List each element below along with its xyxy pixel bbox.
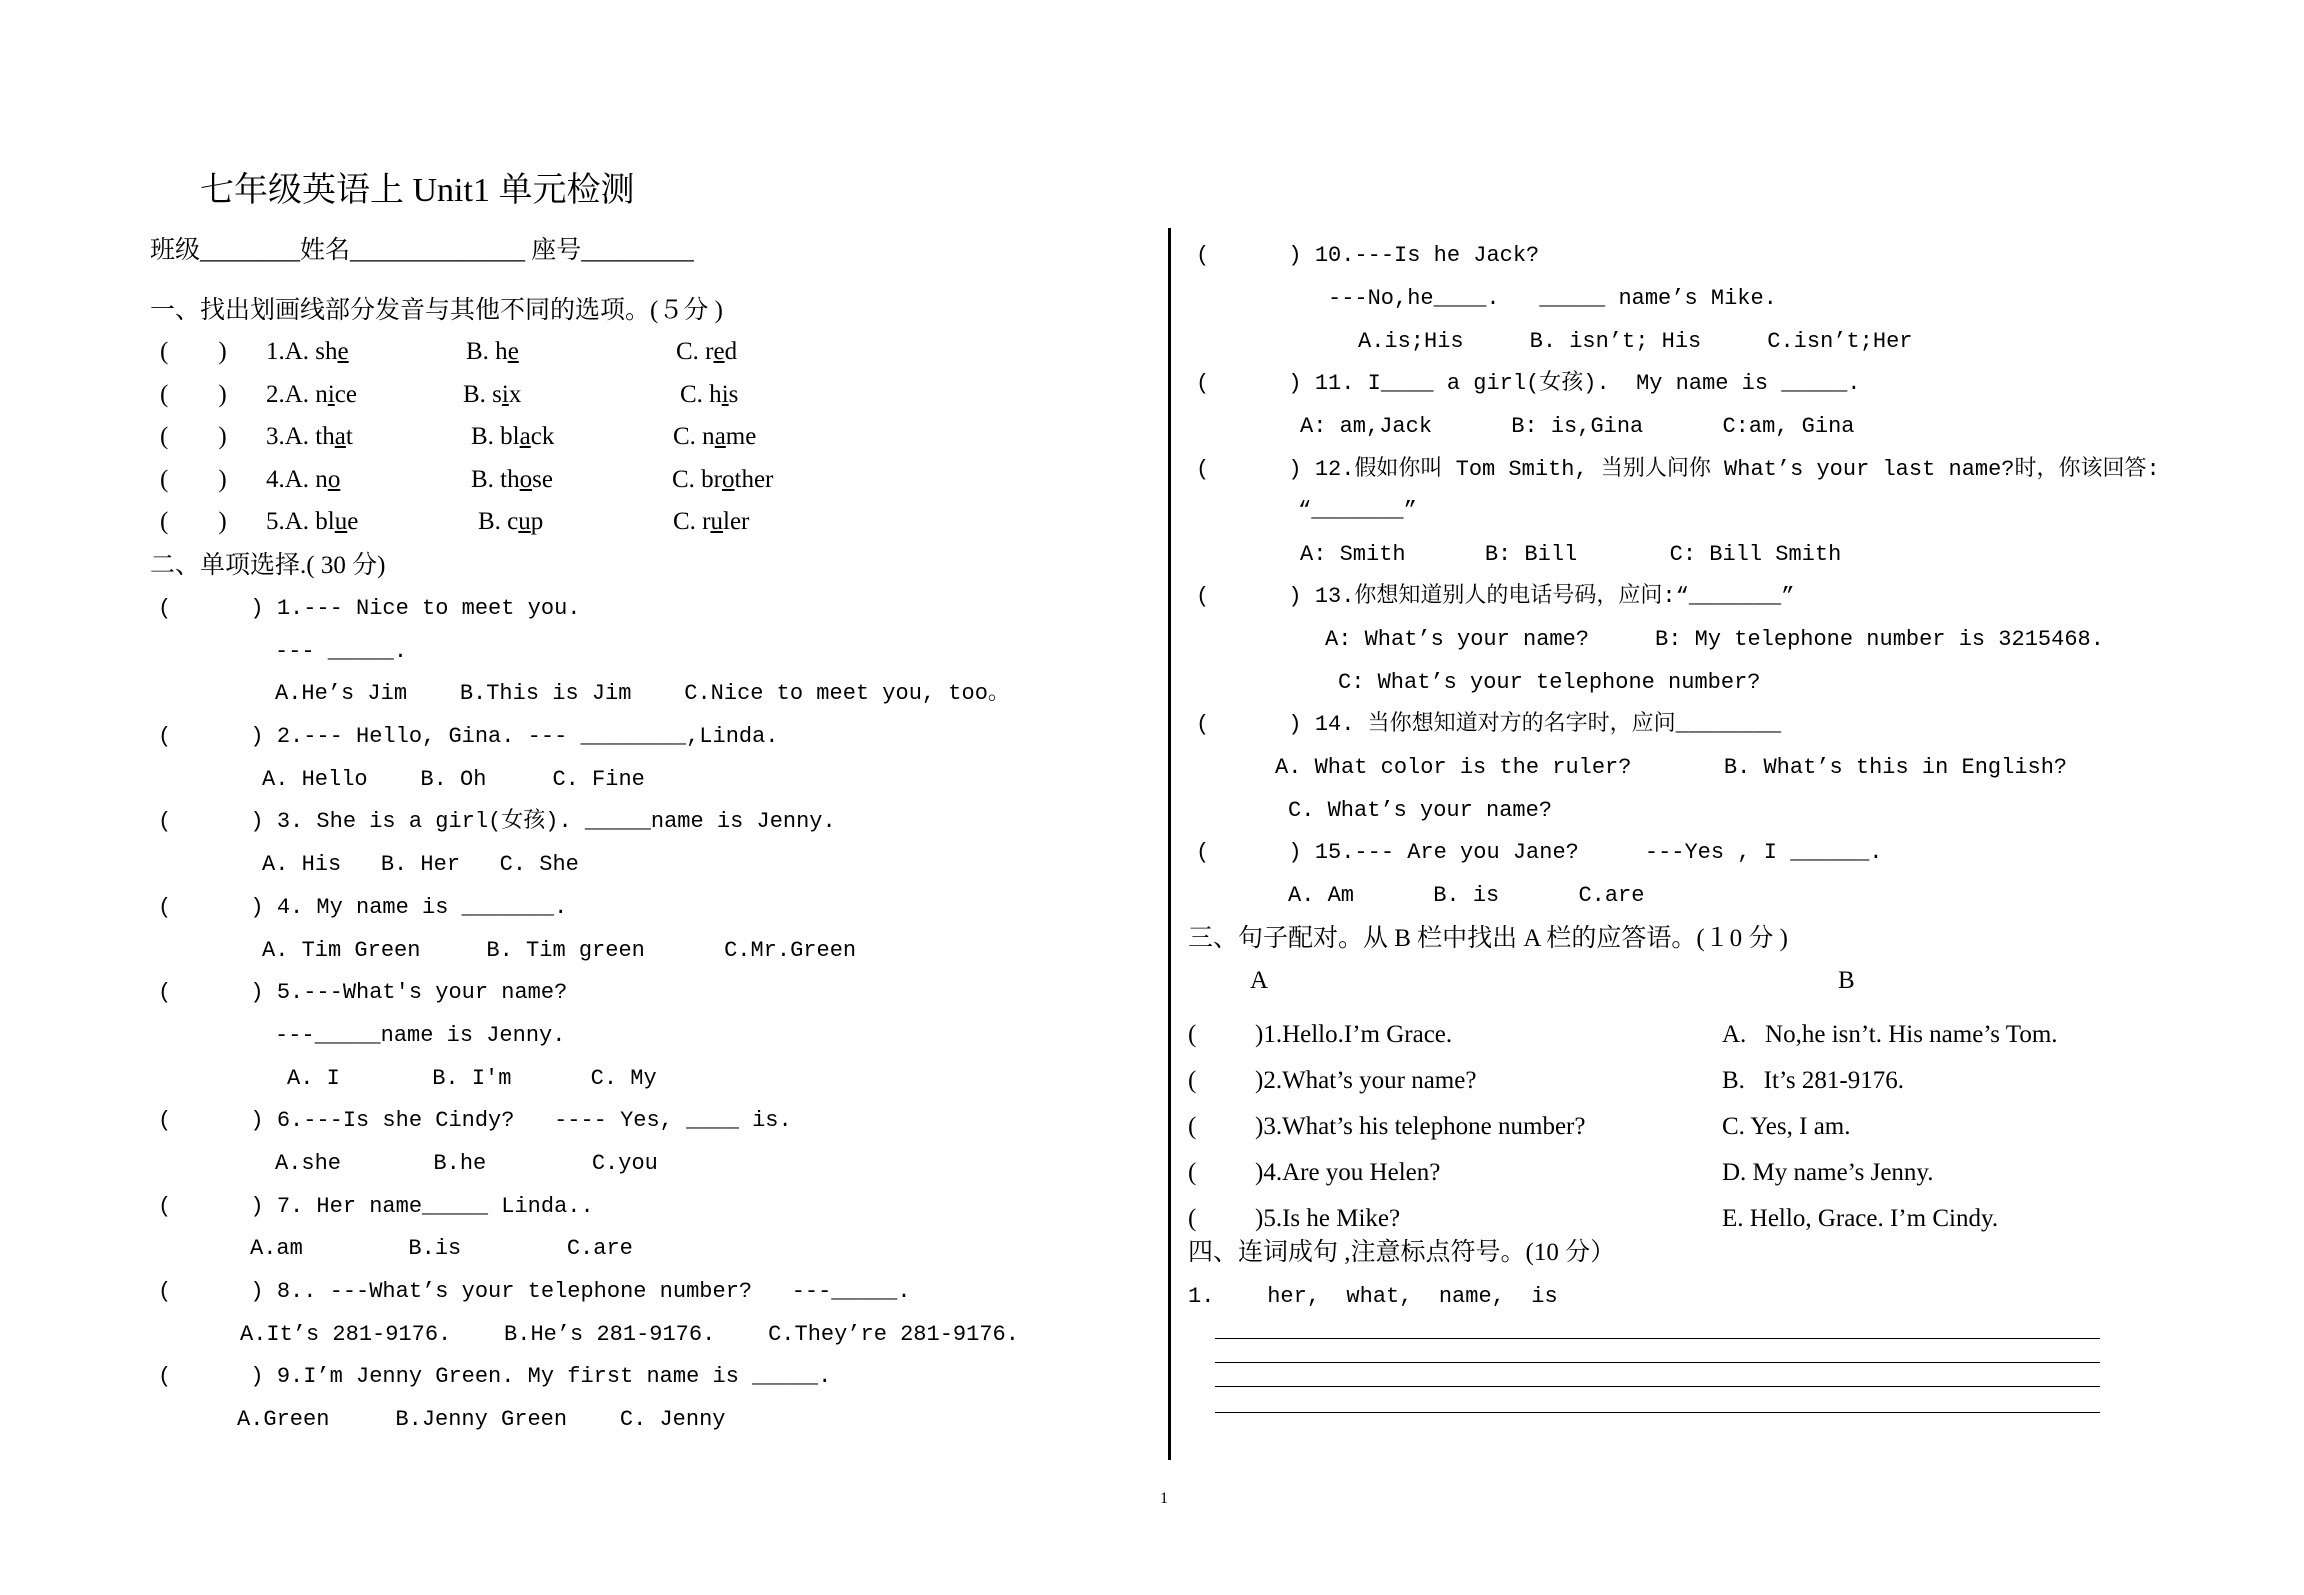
question-line: ( ) 1.--- Nice to meet you.	[158, 596, 581, 621]
match-answer: E. Hello, Grace. I’m Cindy.	[1722, 1205, 1999, 1232]
question-line: “_______”	[1298, 498, 1417, 523]
option-line: A. Hello B. Oh C. Fine	[262, 767, 645, 792]
match-question: )1.Hello.I’m Grace.	[1255, 1021, 1453, 1048]
option-line: C: What’s your telephone number?	[1338, 670, 1761, 695]
question-line: ( ) 14. 当你想知道对方的名字时，应问________	[1196, 712, 1782, 737]
match-question: )3.What’s his telephone number?	[1255, 1113, 1586, 1140]
question-line: --- _____.	[275, 639, 408, 664]
answer-paren: (	[1188, 1113, 1197, 1140]
option-b: B. black	[471, 423, 555, 450]
underlined-letter: i	[327, 381, 335, 408]
underlined-letter: a	[334, 423, 346, 450]
question-line: 1. her, what, name, is	[1188, 1284, 1558, 1309]
underlined-letter: e	[713, 338, 725, 365]
page-title: 七年级英语上 Unit1 单元检测	[200, 172, 635, 209]
question-line: ( ) 10.---Is he Jack?	[1196, 243, 1540, 268]
option-line: A.He’s Jim B.This is Jim C.Nice to meet you, too。	[275, 681, 1010, 706]
question-line: ( ) 6.---Is she Cindy? ---- Yes, ____ is.	[158, 1108, 792, 1133]
question-line: ( ) 3. She is a girl(女孩). _____name is Jenny.	[158, 809, 836, 834]
question-line: ( ) 4. My name is _______.	[158, 895, 568, 920]
option-line: A.she B.he C.you	[275, 1151, 658, 1176]
answer-paren: (	[1188, 1205, 1197, 1232]
option-line: A.is;His B. isn’t; His C.isn’t;Her	[1358, 329, 1913, 354]
option-c: C. name	[673, 423, 757, 450]
underlined-letter: o	[327, 466, 341, 493]
question-line: ( ) 15.--- Are you Jane? ---Yes , I ______.	[1196, 840, 1883, 865]
question-line: ( ) 12.假如你叫 Tom Smith, 当别人问你 What’s your last name?时，你该回答:	[1196, 457, 2160, 482]
option-line: A.It’s 281-9176. B.He’s 281-9176. C.They’re 281-9176.	[240, 1322, 1019, 1347]
option-line: A.Green B.Jenny Green C. Jenny	[237, 1407, 726, 1432]
option-a: 1.A. she	[266, 338, 349, 365]
match-answer: D. My name’s Jenny.	[1722, 1159, 1934, 1186]
column-a-label: A	[1250, 967, 1269, 994]
option-line: A. His B. Her C. She	[262, 852, 579, 877]
match-answer: B. It’s 281-9176.	[1722, 1067, 1904, 1094]
question-line: ---_____name is Jenny.	[275, 1023, 566, 1048]
option-line: A. Am B. is C.are	[1288, 883, 1645, 908]
option-b: B. cup	[478, 508, 544, 535]
option-line: C. What’s your name?	[1288, 798, 1553, 823]
option-b: B. those	[471, 466, 553, 493]
option-line: A: Smith B: Bill C: Bill Smith	[1300, 542, 1842, 567]
answer-paren: (	[1188, 1159, 1197, 1186]
question-line: ---No,he____. _____ name’s Mike.	[1328, 286, 1777, 311]
answer-paren: ( )	[160, 423, 227, 450]
question-line: ( ) 5.---What's your name?	[158, 980, 568, 1005]
option-b: B. he	[466, 338, 519, 365]
answer-line	[1215, 1338, 2100, 1339]
match-question: )4.Are you Helen?	[1255, 1159, 1441, 1186]
section-2-heading: 二、单项选择.( 30 分)	[150, 552, 386, 579]
answer-paren: ( )	[160, 466, 227, 493]
question-line: ( ) 11. I____ a girl(女孩). My name is _____.	[1196, 371, 1861, 396]
underlined-letter: e	[337, 338, 349, 365]
match-question: )5.Is he Mike?	[1255, 1205, 1401, 1232]
underlined-letter: u	[334, 508, 348, 535]
underlined-letter: a	[714, 423, 726, 450]
answer-paren: ( )	[160, 381, 227, 408]
underlined-letter: o	[722, 466, 735, 493]
answer-paren: ( )	[160, 338, 227, 365]
underlined-letter: e	[507, 338, 519, 365]
underlined-letter: i	[501, 381, 509, 408]
option-c: C. ruler	[673, 508, 750, 535]
column-b-label: B	[1838, 967, 1855, 994]
answer-paren: (	[1188, 1021, 1197, 1048]
option-line: A. Tim Green B. Tim green C.Mr.Green	[262, 938, 857, 963]
student-info-line: 班级________姓名______________ 座号_________	[150, 237, 694, 264]
match-question: )2.What’s your name?	[1255, 1067, 1477, 1094]
option-b: B. six	[463, 381, 522, 408]
underlined-letter: o	[519, 466, 533, 493]
section-1-heading: 一、找出划画线部分发音与其他不同的选项。(５分 )	[150, 297, 723, 324]
answer-line	[1215, 1412, 2100, 1413]
option-a: 4.A. no	[266, 466, 341, 493]
answer-line	[1215, 1362, 2100, 1363]
question-line: ( ) 7. Her name_____ Linda..	[158, 1194, 594, 1219]
match-answer: C. Yes, I am.	[1722, 1113, 1851, 1140]
option-c: C. his	[680, 381, 739, 408]
option-a: 2.A. nice	[266, 381, 357, 408]
page-number: 1	[1160, 1490, 1168, 1507]
underlined-letter: i	[721, 381, 729, 408]
option-a: 3.A. that	[266, 423, 353, 450]
answer-paren: (	[1188, 1067, 1197, 1094]
question-line: ( ) 13.你想知道别人的电话号码，应问:“_______”	[1196, 584, 1795, 609]
option-line: A.am B.is C.are	[250, 1236, 633, 1261]
underlined-letter: a	[519, 423, 531, 450]
option-line: A. I B. I'm C. My	[287, 1066, 657, 1091]
underlined-letter: u	[518, 508, 531, 535]
section-4-heading: 四、连词成句 ,注意标点符号。(10 分）	[1188, 1239, 1616, 1266]
underlined-letter: u	[710, 508, 723, 535]
column-divider	[1168, 228, 1171, 1460]
question-line: ( ) 2.--- Hello, Gina. --- ________,Linda.	[158, 724, 779, 749]
question-line: ( ) 8.. ---What’s your telephone number? ---_____.	[158, 1279, 911, 1304]
option-line: A. What color is the ruler? B. What’s this in English?	[1275, 755, 2068, 780]
option-line: A: am,Jack B: is,Gina C:am, Gina	[1300, 414, 1855, 439]
answer-paren: ( )	[160, 508, 227, 535]
match-answer: A. No,he isn’t. His name’s Tom.	[1722, 1021, 2058, 1048]
section-3-heading: 三、句子配对。从 B 栏中找出 A 栏的应答语。(１0 分 )	[1188, 925, 1789, 952]
option-c: C. brother	[672, 466, 774, 493]
question-line: ( ) 9.I’m Jenny Green. My first name is _____.	[158, 1364, 832, 1389]
option-line: A: What’s your name? B: My telephone number is 3215468.	[1325, 627, 2104, 652]
option-c: C. red	[676, 338, 738, 365]
option-a: 5.A. blue	[266, 508, 359, 535]
answer-line	[1215, 1386, 2100, 1387]
